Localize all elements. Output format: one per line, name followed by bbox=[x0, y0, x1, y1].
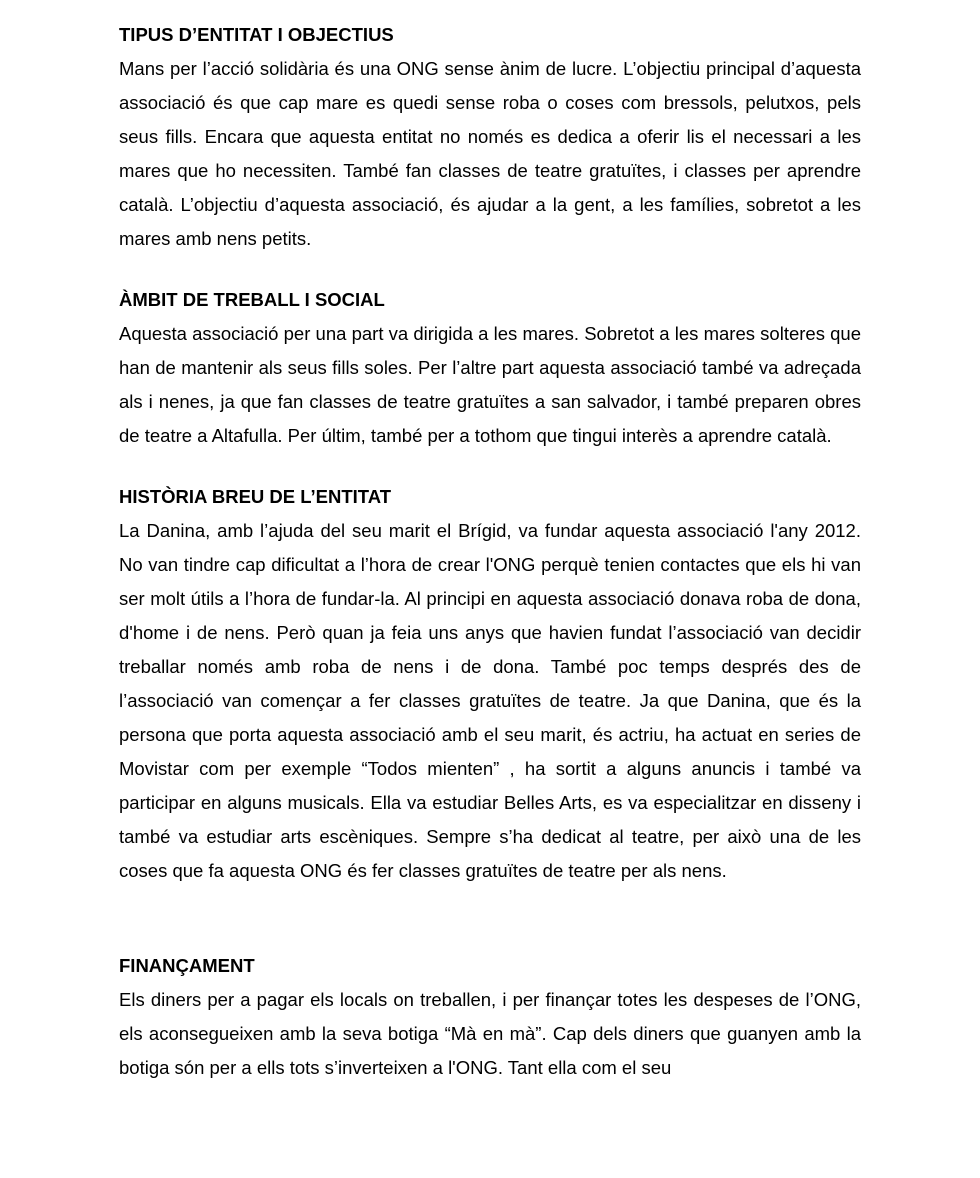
document-page bbox=[119, 22, 861, 1085]
section-title: ÀMBIT DE TREBALL I SOCIAL bbox=[119, 289, 385, 310]
section-entity-type bbox=[119, 22, 861, 256]
section-title: TIPUS D’ENTITAT I OBJECTIUS bbox=[119, 24, 394, 45]
section-title: HISTÒRIA BREU DE L’ENTITAT bbox=[119, 486, 392, 507]
section-funding bbox=[119, 953, 861, 1085]
section-paragraph: Els diners per a pagar els locals on treballen, i per finançar totes les despeses de l’ONG, els aconsegueixen amb la seva botiga “Mà en mà”. Cap dels diners que guanyen amb la botiga són per a ells tots s’inverteixen a l'ONG. Tant ella com el seu bbox=[119, 989, 861, 1078]
section-scope bbox=[119, 287, 861, 453]
section-title: FINANÇAMENT bbox=[119, 955, 255, 976]
section-paragraph: Mans per l’acció solidària és una ONG sense ànim de lucre. L’objectiu principal d’aquesta associació és que cap mare es quedi sense roba o coses com bressols, pelutxos, pels seus fills. Encara que aquesta entitat no només es dedica a oferir lis el necessari a les mares que ho necessiten. També fan classes de teatre gratuïtes, i classes per aprendre català. L’objectiu d’aquesta associació, és ajudar a la gent, a les famílies, sobretot a les mares amb nens petits. bbox=[119, 58, 861, 249]
section-paragraph: Aquesta associació per una part va dirigida a les mares. Sobretot a les mares solteres que han de mantenir als seus fills soles. Per l’altre part aquesta associació també va adreçada als i nenes, ja que fan classes de teatre gratuïtes a san salvador, i també preparen obres de teatre a Altafulla. Per últim, també per a tothom que tingui interès a aprendre català. bbox=[119, 323, 861, 446]
section-paragraph: La Danina, amb l’ajuda del seu marit el Brígid, va fundar aquesta associació l'any 2012. No van tindre cap dificultat a l’hora de crear l'ONG perquè tenien contactes que els hi van ser molt útils a l’hora de fundar-la. Al principi en aquesta associació donava roba de dona, d'home i de nens. Però quan ja feia uns anys que havien fundat l’associació van decidir treballar només amb roba de nens i de dona. També poc temps després des de l’associació van començar a fer classes gratuïtes de teatre. Ja que Danina, que és la persona que porta aquesta associació amb el seu marit, és actriu, ha actuat en series de Movistar com per exemple “Todos mienten” , ha sortit a alguns anuncis i també va participar en alguns musicals. Ella va estudiar Belles Arts, es va especialitzar en disseny i també va estudiar arts escèniques. Sempre s’ha dedicat al teatre, per això una de les coses que fa aquesta ONG és fer classes gratuïtes de teatre per als nens. bbox=[119, 520, 861, 881]
section-history bbox=[119, 484, 861, 888]
